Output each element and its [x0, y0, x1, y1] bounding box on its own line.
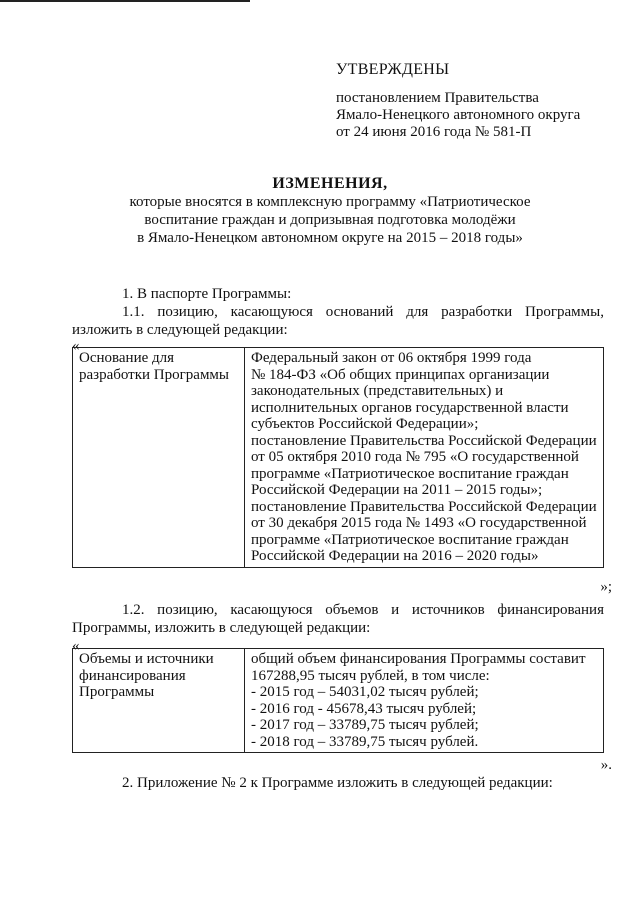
table-row — [73, 649, 604, 753]
approval-title: УТВЕРЖДЕНЫ — [336, 61, 450, 78]
table-cell-value: Федеральный закон от 06 октября 1999 года № 184-ФЗ «Об общих принципах организации законодательных (представительных) и исполнительных органов государственной власти субъектов Российской Федерации»; постановление Правительства Российской Федерации от 05 октября 2010 года № 795 «О государственной программе «Патриотическое воспитание граждан Российской Федерации на 2011 – 2015 годы»; постановление Правительства Российской Федерации от 30 декабря 2015 года № 1493 «О государственной программе «Патриотическое воспитание граждан Российской Федерации на 2016 – 2020 годы» — [245, 348, 604, 568]
close-quote: ». — [600, 757, 612, 773]
item-1-2: 1.2. позицию, касающуюся объемов и источников финансирования Программы, изложить в следующей редакции: — [72, 602, 604, 636]
open-quote: « — [72, 638, 80, 654]
section2-intro: 2. Приложение № 2 к Программе изложить в следующей редакции: — [122, 775, 553, 791]
table-cell-label: Основание для разработки Программы — [73, 348, 245, 568]
table-cell-label: Объемы и источники финансирования Программы — [73, 649, 245, 753]
section1-intro: 1. В паспорте Программы: — [122, 286, 292, 302]
table-row — [73, 348, 604, 568]
approval-block — [336, 60, 626, 141]
approval-line: от 24 июня 2016 года № 581-П — [336, 124, 532, 140]
basis-table — [72, 347, 604, 568]
open-quote: « — [72, 338, 80, 354]
subtitle-line: которые вносятся в комплексную программу «Патриотическое — [129, 194, 531, 210]
table-cell-value: общий объем финансирования Программы составит 167288,95 тысяч рублей, в том числе: - 2015 год – 54031,02 тысяч рублей; - 2016 год - 45678,43 тысяч рублей; - 2017 год – 33789,75 тысяч рублей; - 2018 год – 33789,75 тысяч рублей. — [245, 649, 604, 753]
document-subtitle — [80, 193, 580, 247]
subtitle-line: в Ямало-Ненецком автономном округе на 2015 – 2018 годы» — [137, 230, 523, 246]
top-rule — [0, 0, 250, 2]
subtitle-line: воспитание граждан и допризывная подготовка молодёжи — [144, 212, 516, 228]
approval-line: постановлением Правительства — [336, 90, 539, 106]
item-1-1: 1.1. позицию, касающуюся оснований для разработки Программы, изложить в следующей редакции: — [72, 304, 604, 338]
document-title: ИЗМЕНЕНИЯ, — [272, 175, 388, 192]
approval-line: Ямало-Ненецкого автономного округа — [336, 107, 581, 123]
funding-table — [72, 648, 604, 753]
close-quote: »; — [600, 579, 612, 595]
